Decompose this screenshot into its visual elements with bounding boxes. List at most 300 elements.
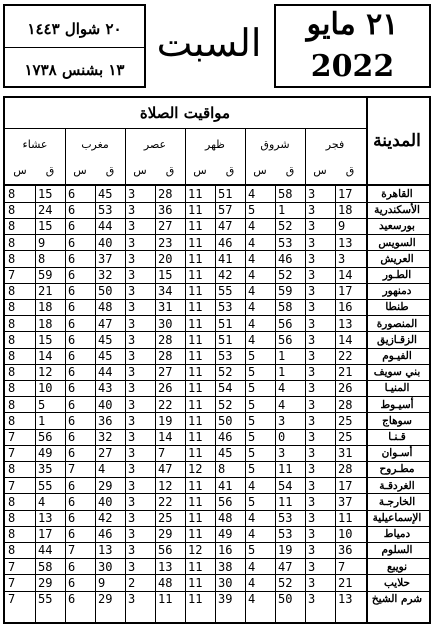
minute-value: 13: [38, 511, 53, 525]
minute-value: 30: [158, 316, 173, 331]
hour-value: 3: [308, 203, 316, 218]
hour-value: 5: [248, 381, 256, 396]
hour-value: 3: [128, 494, 136, 509]
hour-value: 8: [8, 284, 16, 299]
minute-value: 40: [98, 235, 113, 250]
minute-value: 15: [38, 332, 53, 347]
table-row: [5, 591, 429, 607]
minute-value: 53: [278, 235, 293, 250]
hour-value: 5: [248, 413, 256, 428]
minute-value: 17: [338, 284, 353, 299]
hour-value: 6: [68, 284, 76, 299]
prayer-times-table: [3, 96, 431, 624]
coptic-date: ١٣ بشنس ١٧٣٨: [24, 61, 125, 79]
hour-value: 2: [128, 575, 136, 590]
hour-value: 8: [8, 251, 16, 266]
minute-value: 53: [98, 203, 113, 218]
minute-value: 40: [98, 494, 113, 509]
hour-value: 12: [188, 543, 203, 558]
minute-value: 14: [338, 332, 353, 347]
hour-value: 3: [308, 219, 316, 234]
hour-value: 6: [68, 575, 76, 590]
hour-value: 8: [8, 462, 16, 477]
hour-value: 3: [308, 575, 316, 590]
hour-value: 11: [188, 397, 203, 412]
minute-value: 36: [98, 413, 113, 428]
hour-subheader: س: [313, 163, 327, 177]
minute-value: 4: [38, 494, 46, 509]
hour-value: 3: [308, 235, 316, 250]
hour-value: 3: [308, 559, 316, 574]
minute-value: 45: [98, 349, 113, 363]
hour-value: 11: [188, 430, 203, 444]
hour-subheader: س: [73, 163, 87, 177]
hour-value: 11: [188, 446, 203, 461]
minute-value: 47: [218, 219, 233, 234]
hour-value: 3: [128, 349, 136, 363]
table-row: [5, 526, 429, 542]
gregorian-day-month: ٢١ مايو: [306, 7, 399, 42]
hour-value: 3: [128, 251, 136, 266]
hour-value: 11: [188, 300, 203, 315]
minute-value: 25: [158, 511, 173, 525]
minute-value: 32: [98, 430, 113, 444]
minute-value: 46: [278, 251, 293, 266]
minute-value: 34: [158, 284, 173, 299]
minute-value: 31: [338, 446, 353, 461]
hour-value: 3: [308, 349, 316, 363]
hour-value: 6: [68, 397, 76, 412]
minute-value: 10: [38, 381, 53, 396]
hour-value: 3: [128, 381, 136, 396]
hour-value: 3: [308, 381, 316, 396]
hour-value: 3: [128, 543, 136, 558]
hour-value: 3: [128, 365, 136, 380]
hour-value: 8: [8, 365, 16, 380]
minute-value: 29: [158, 527, 173, 542]
prayer-name-label: ظهر: [205, 137, 225, 151]
minute-value: 56: [38, 430, 53, 444]
minute-value: 50: [218, 413, 233, 428]
minute-value: 18: [338, 203, 353, 218]
minute-value: 13: [338, 235, 353, 250]
minute-value: 24: [38, 203, 53, 218]
minute-value: 40: [98, 397, 113, 412]
minute-value: 27: [158, 219, 173, 234]
minute-value: 47: [98, 316, 113, 331]
city-name: العريش: [380, 252, 414, 265]
hour-value: 11: [188, 235, 203, 250]
minute-value: 46: [98, 527, 113, 542]
minute-value: 18: [38, 300, 53, 315]
hour-value: 3: [308, 413, 316, 428]
hour-value: 4: [248, 235, 256, 250]
minute-value: 4: [98, 462, 106, 477]
minute-value: 36: [338, 543, 353, 558]
hour-value: 11: [188, 559, 203, 574]
hour-value: 3: [308, 462, 316, 477]
minute-value: 46: [218, 235, 233, 250]
city-name: المنصورة: [376, 317, 418, 330]
minute-value: 48: [218, 511, 233, 525]
minute-value: 3: [278, 413, 286, 428]
minute-value: 49: [218, 527, 233, 542]
hour-value: 7: [8, 559, 16, 574]
hour-value: 11: [188, 187, 203, 201]
city-name: الفيـوم: [382, 350, 412, 362]
hour-subheader: س: [13, 163, 27, 177]
hour-value: 11: [188, 219, 203, 234]
city-name: الزقـازيق: [377, 333, 417, 346]
hour-value: 3: [308, 478, 316, 493]
hour-value: 4: [248, 478, 256, 493]
minute-value: 38: [218, 559, 233, 574]
hour-value: 3: [308, 543, 316, 558]
minute-value: 9: [98, 575, 106, 590]
minute-value: 30: [218, 575, 233, 590]
minute-value: 8: [38, 251, 46, 266]
hour-value: 6: [68, 559, 76, 574]
table-row: [5, 575, 429, 591]
hour-value: 7: [8, 446, 16, 461]
minute-value: 9: [338, 219, 346, 234]
minute-value: 43: [98, 381, 113, 396]
minute-value: 26: [338, 381, 353, 396]
prayer-name-label: عشاء: [22, 137, 48, 151]
hour-value: 4: [248, 316, 256, 331]
minute-value: 56: [158, 543, 173, 558]
hour-value: 8: [8, 413, 16, 428]
table-row: [5, 510, 429, 526]
hour-value: 8: [8, 349, 16, 363]
hour-value: 3: [128, 332, 136, 347]
hijri-date-box: [3, 4, 146, 88]
minute-value: 28: [158, 332, 173, 347]
table-row: [5, 186, 429, 202]
hour-value: 11: [188, 268, 203, 282]
minute-value: 46: [218, 430, 233, 444]
minute-value: 47: [278, 559, 293, 574]
hour-value: 6: [68, 413, 76, 428]
minute-value: 45: [98, 187, 113, 201]
minute-value: 36: [158, 203, 173, 218]
hour-value: 3: [128, 511, 136, 525]
hour-value: 3: [128, 397, 136, 412]
minute-value: 14: [158, 430, 173, 444]
minute-value: 51: [218, 332, 233, 347]
hour-value: 5: [248, 494, 256, 509]
table-row: [5, 283, 429, 299]
minute-value: 32: [98, 268, 113, 282]
minute-value: 53: [218, 300, 233, 315]
hour-value: 11: [188, 365, 203, 380]
hour-subheader: س: [193, 163, 207, 177]
hour-value: 7: [8, 268, 16, 282]
hour-value: 3: [308, 527, 316, 542]
minute-value: 39: [218, 592, 233, 606]
minute-value: 19: [158, 413, 173, 428]
minute-value: 37: [98, 251, 113, 266]
minute-value: 23: [158, 235, 173, 250]
hour-value: 3: [128, 268, 136, 282]
minute-value: 54: [218, 381, 233, 396]
minute-value: 25: [338, 430, 353, 444]
hour-value: 3: [128, 592, 136, 606]
hour-value: 3: [308, 592, 316, 606]
minute-value: 58: [278, 300, 293, 315]
table-row: [5, 413, 429, 429]
minute-value: 13: [338, 316, 353, 331]
city-name: بورسعيد: [379, 220, 415, 233]
minute-value: 55: [218, 284, 233, 299]
hour-value: 8: [8, 187, 16, 201]
hour-value: 8: [8, 332, 16, 347]
minute-value: 51: [218, 316, 233, 331]
minute-value: 55: [38, 592, 53, 606]
city-name: المنيـا: [384, 382, 410, 395]
minute-value: 4: [278, 381, 286, 396]
minute-value: 11: [158, 592, 173, 606]
city-name: بني سويف: [373, 366, 421, 379]
hour-value: 11: [188, 494, 203, 509]
hour-value: 6: [68, 251, 76, 266]
minute-value: 11: [278, 494, 293, 509]
hour-value: 4: [248, 511, 256, 525]
hour-value: 5: [248, 543, 256, 558]
minute-value: 21: [338, 575, 353, 590]
minute-value: 11: [278, 462, 293, 477]
minute-value: 16: [338, 300, 353, 315]
minute-value: 53: [218, 349, 233, 363]
city-name: الخارجـة: [378, 495, 416, 508]
minute-value: 56: [278, 332, 293, 347]
table-row: [5, 267, 429, 283]
table-row: [5, 218, 429, 234]
minute-value: 53: [278, 511, 293, 525]
hour-value: 3: [308, 397, 316, 412]
hour-value: 3: [308, 300, 316, 315]
hour-value: 11: [188, 203, 203, 218]
hour-value: 3: [308, 268, 316, 282]
minute-value: 28: [158, 187, 173, 201]
hour-value: 6: [68, 316, 76, 331]
minute-value: 56: [218, 494, 233, 509]
hour-value: 3: [308, 332, 316, 347]
hour-value: 3: [308, 284, 316, 299]
minute-value: 52: [278, 268, 293, 282]
hour-value: 6: [68, 511, 76, 525]
hour-value: 12: [188, 462, 203, 477]
hour-value: 3: [128, 478, 136, 493]
hour-value: 4: [248, 559, 256, 574]
hour-value: 8: [8, 235, 16, 250]
hour-value: 3: [128, 413, 136, 428]
hour-value: 3: [128, 219, 136, 234]
hour-value: 7: [8, 575, 16, 590]
hour-value: 11: [188, 592, 203, 606]
hour-value: 7: [68, 462, 76, 477]
minute-value: 7: [158, 446, 166, 461]
minute-value: 12: [158, 478, 173, 493]
minute-value: 51: [218, 187, 233, 201]
minute-value: 4: [278, 397, 286, 412]
table-row: [5, 494, 429, 510]
hour-value: 4: [248, 219, 256, 234]
hour-value: 4: [248, 187, 256, 201]
hour-value: 11: [188, 478, 203, 493]
minute-value: 1: [278, 349, 286, 363]
minute-value: 17: [38, 527, 53, 542]
city-name: الإسماعيلية: [372, 512, 422, 524]
hour-value: 4: [248, 268, 256, 282]
hour-value: 3: [128, 203, 136, 218]
hour-value: 5: [248, 446, 256, 461]
hour-value: 7: [68, 543, 76, 558]
city-name: شرم الشيخ: [371, 593, 423, 605]
hour-value: 5: [248, 349, 256, 363]
hour-value: 4: [248, 527, 256, 542]
city-name: مطـروح: [379, 463, 415, 476]
hour-value: 5: [248, 462, 256, 477]
minute-value: 27: [98, 446, 113, 461]
minute-value: 11: [338, 511, 353, 525]
hour-value: 3: [128, 462, 136, 477]
hour-value: 8: [8, 527, 16, 542]
minute-value: 3: [278, 446, 286, 461]
hour-value: 4: [248, 251, 256, 266]
minute-value: 14: [38, 349, 53, 363]
minute-value: 15: [38, 219, 53, 234]
table-row: [5, 542, 429, 558]
city-name: دمنهور: [382, 285, 412, 298]
city-column-header: المدينة: [373, 131, 421, 151]
table-row: [5, 380, 429, 396]
minute-subheader: ق: [345, 163, 355, 177]
hour-value: 6: [68, 349, 76, 363]
hour-value: 8: [8, 543, 16, 558]
minute-value: 28: [338, 397, 353, 412]
hour-value: 7: [8, 478, 16, 493]
minute-value: 45: [218, 446, 233, 461]
minute-value: 44: [98, 365, 113, 380]
minute-value: 52: [218, 397, 233, 412]
hour-value: 3: [308, 365, 316, 380]
minute-value: 17: [338, 478, 353, 493]
minute-value: 14: [338, 268, 353, 282]
hour-value: 5: [248, 430, 256, 444]
city-name: قـنـا: [388, 431, 406, 443]
minute-value: 20: [158, 251, 173, 266]
minute-value: 48: [158, 575, 173, 590]
hour-value: 8: [8, 219, 16, 234]
hour-value: 6: [68, 430, 76, 444]
hour-value: 6: [68, 219, 76, 234]
gregorian-date-box: [274, 4, 431, 88]
hour-value: 8: [8, 203, 16, 218]
minute-value: 59: [278, 284, 293, 299]
minute-value: 35: [38, 462, 53, 477]
minute-value: 7: [338, 559, 346, 574]
minute-subheader: ق: [225, 163, 235, 177]
weekday-box: [148, 8, 270, 88]
minute-value: 41: [218, 251, 233, 266]
minute-value: 50: [98, 284, 113, 299]
hour-value: 11: [188, 251, 203, 266]
prayer-name-label: عصر: [143, 137, 167, 151]
table-row: [5, 559, 429, 575]
minute-value: 21: [38, 284, 53, 299]
minute-value: 15: [38, 187, 53, 201]
hour-value: 3: [128, 446, 136, 461]
minute-value: 52: [218, 365, 233, 380]
minute-value: 3: [338, 251, 346, 266]
minute-value: 15: [158, 268, 173, 282]
hour-value: 11: [188, 575, 203, 590]
minute-value: 19: [278, 543, 293, 558]
hour-value: 8: [8, 381, 16, 396]
city-name: أسيـوط: [380, 398, 414, 411]
minute-value: 52: [278, 575, 293, 590]
minute-value: 13: [98, 543, 113, 558]
hour-value: 8: [8, 316, 16, 331]
minute-value: 59: [38, 268, 53, 282]
minute-value: 13: [158, 559, 173, 574]
table-row: [5, 364, 429, 380]
table-row: [5, 397, 429, 413]
hour-value: 8: [8, 397, 16, 412]
minute-subheader: ق: [165, 163, 175, 177]
minute-value: 9: [38, 235, 46, 250]
hour-value: 5: [248, 365, 256, 380]
hour-value: 4: [248, 300, 256, 315]
minute-value: 22: [158, 397, 173, 412]
minute-value: 31: [158, 300, 173, 315]
table-row: [5, 316, 429, 332]
table-row: [5, 478, 429, 494]
city-name: السويس: [378, 236, 416, 249]
prayer-name-label: شروق: [260, 137, 290, 151]
city-name: الغردقـة: [379, 479, 415, 492]
hour-value: 3: [128, 430, 136, 444]
minute-value: 0: [278, 430, 286, 444]
hour-value: 3: [308, 251, 316, 266]
hour-value: 4: [248, 332, 256, 347]
city-name: طنطا: [385, 301, 409, 314]
hour-value: 6: [68, 300, 76, 315]
hour-value: 6: [68, 235, 76, 250]
hour-value: 8: [8, 511, 16, 525]
minute-value: 50: [278, 592, 293, 606]
prayer-times-title: مواقيت الصلاة: [139, 104, 231, 122]
city-name: دمياط: [383, 528, 411, 541]
hour-subheader: س: [133, 163, 147, 177]
minute-value: 44: [38, 543, 53, 558]
minute-value: 55: [38, 478, 53, 493]
city-name: القاهرة: [381, 188, 413, 200]
hour-value: 4: [248, 592, 256, 606]
minute-value: 41: [218, 478, 233, 493]
table-row: [5, 251, 429, 267]
minute-value: 56: [278, 316, 293, 331]
hijri-date: ٢٠ شوال ١٤٤٣: [27, 20, 122, 38]
hour-value: 3: [128, 284, 136, 299]
minute-value: 25: [338, 413, 353, 428]
hour-value: 3: [308, 187, 316, 201]
hour-value: 6: [68, 494, 76, 509]
table-row: [5, 445, 429, 461]
minute-value: 54: [278, 478, 293, 493]
hour-value: 6: [68, 527, 76, 542]
